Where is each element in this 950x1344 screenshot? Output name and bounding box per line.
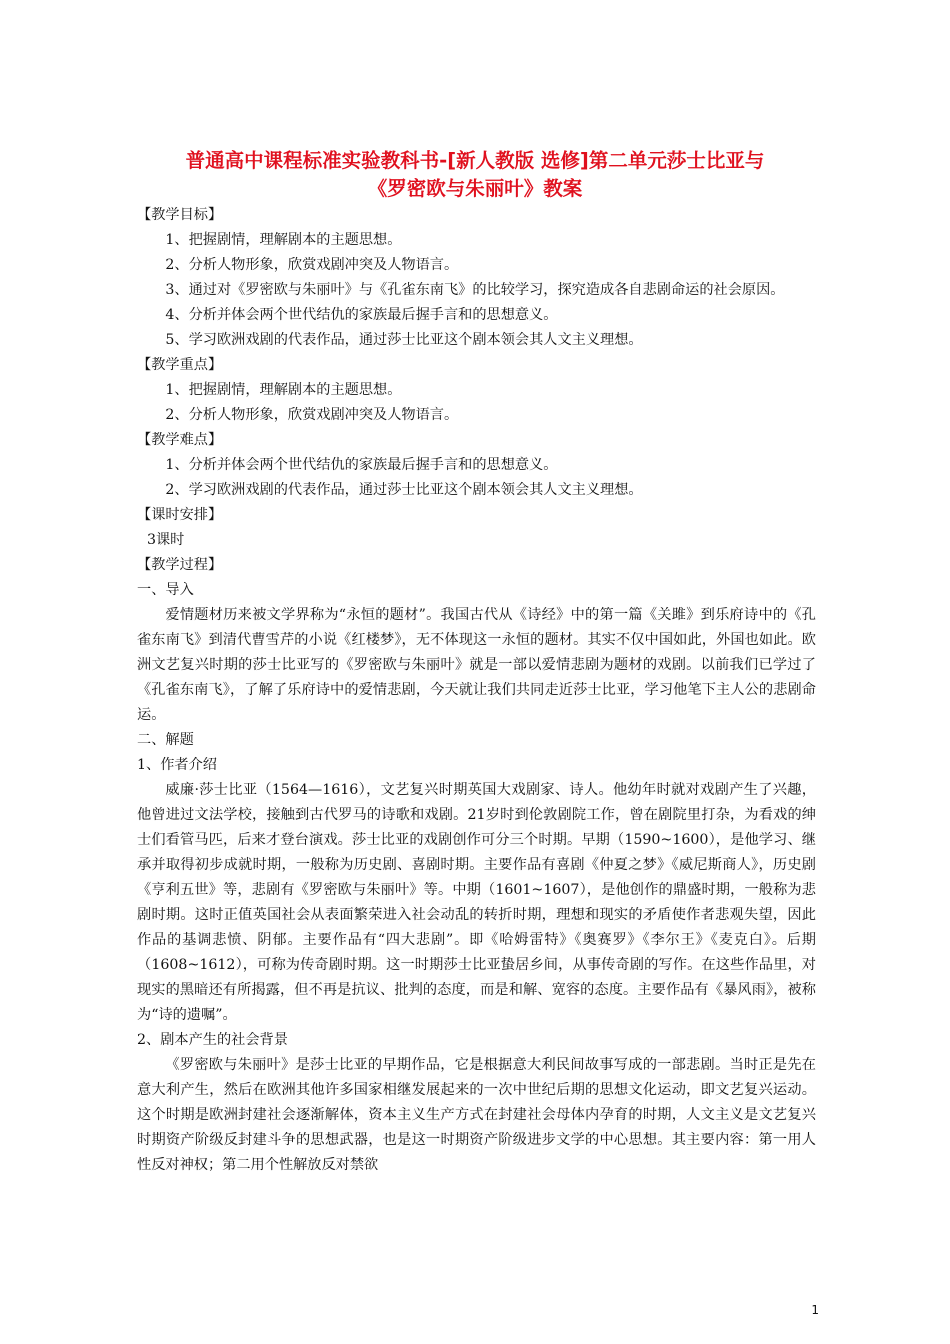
page-number: 1 bbox=[811, 1303, 819, 1317]
key-points-heading: 【教学重点】 bbox=[137, 357, 223, 373]
process-heading: 【教学过程】 bbox=[137, 557, 223, 573]
difficulties-heading: 【教学难点】 bbox=[137, 432, 223, 448]
schedule-value: 3课时 bbox=[146, 532, 185, 548]
intro-paragraph: 爱情题材历来被文学界称为“永恒的题材”。我国古代从《诗经》中的第一篇《关雎》到乐府诗中的《孔雀东南飞》到清代曹雪芹的小说《红楼梦》，无不体现这一永恒的题材。其实不仅中国如此，外国也如此。欧洲文艺复兴时期的莎士比亚写的《罗密欧与朱丽叶》就是一部以爱情悲剧为题材的戏剧。以前我们已学过了《孔雀东南飞》，了解了乐府诗中的爱情悲剧，今天就让我们共同走近莎士比亚，学习他笔下主人公的悲剧命运。 bbox=[137, 607, 816, 723]
objective-item-1: 1、把握剧情，理解剧本的主题思想。 bbox=[165, 232, 402, 248]
objective-item-2: 2、分析人物形象，欣赏戏剧冲突及人物语言。 bbox=[165, 257, 459, 273]
objective-item-5: 5、学习欧洲戏剧的代表作品，通过莎士比亚这个剧本领会其人文主义理想。 bbox=[165, 332, 643, 348]
document-title bbox=[120, 147, 830, 203]
document-body bbox=[137, 203, 816, 1178]
intro-heading: 一、导入 bbox=[137, 582, 194, 598]
schedule-heading: 【课时安排】 bbox=[137, 507, 223, 523]
difficulty-item-1: 1、分析并体会两个世代结仇的家族最后握手言和的思想意义。 bbox=[165, 457, 558, 473]
background-heading: 2、剧本产生的社会背景 bbox=[137, 1032, 288, 1048]
objective-item-3: 3、通过对《罗密欧与朱丽叶》与《孔雀东南飞》的比较学习，探究造成各自悲剧命运的社会原因。 bbox=[165, 282, 785, 298]
background-paragraph: 《罗密欧与朱丽叶》是莎士比亚的早期作品，它是根据意大利民间故事写成的一部悲剧。当时正是先在意大利产生，然后在欧洲其他许多国家相继发展起来的一次中世纪后期的思想文化运动，即文艺复兴运动。这个时期是欧洲封建社会逐渐解体，资本主义生产方式在封建社会母体内孕育的时期，人文主义是文艺复兴时期资产阶级反封建斗争的思想武器，也是这一时期资产阶级进步文学的中心思想。其主要内容：第一用人性反对神权；第二用个性解放反对禁欲 bbox=[137, 1057, 816, 1173]
title-line-2: 《罗密欧与朱丽叶》教案 bbox=[367, 177, 583, 200]
objective-item-4: 4、分析并体会两个世代结仇的家族最后握手言和的思想意义。 bbox=[165, 307, 558, 323]
difficulty-item-2: 2、学习欧洲戏剧的代表作品，通过莎士比亚这个剧本领会其人文主义理想。 bbox=[165, 482, 643, 498]
author-heading: 1、作者介绍 bbox=[137, 757, 217, 773]
title-line-1: 普通高中课程标准实验教科书-[新人教版 选修]第二单元莎士比亚与 bbox=[185, 149, 765, 172]
analysis-heading: 二、解题 bbox=[137, 732, 194, 748]
objectives-heading: 【教学目标】 bbox=[137, 207, 223, 223]
author-paragraph: 威廉·莎士比亚（1564—1616），文艺复兴时期英国大戏剧家、诗人。他幼年时就对戏剧产生了兴趣，他曾进过文法学校，接触到古代罗马的诗歌和戏剧。21岁时到伦敦剧院工作，曾在剧院里打杂，为看戏的绅士们看管马匹，后来才登台演戏。莎士比亚的戏剧创作可分三个时期。早期（1590~1600），是他学习、继承并取得初步成就时期，一般称为历史剧、喜剧时期。主要作品有喜剧《仲夏之梦》《威尼斯商人》，历史剧《亨利五世》等，悲剧有《罗密欧与朱丽叶》等。中期（1601~1607），是他创作的鼎盛时期，一般称为悲剧时期。这时正值英国社会从表面繁荣进入社会动乱的转折时期，理想和现实的矛盾使作者悲观失望，因此作品的基调悲愤、阴郁。主要作品有“四大悲剧”。即《哈姆雷特》《奥赛罗》《李尔王》《麦克白》。后期（1608~1612），可称为传奇剧时期。这一时期莎士比亚蛰居乡间，从事传奇剧的写作。在这些作品里，对现实的黑暗还有所揭露，但不再是抗议、批判的态度，而是和解、宽容的态度。主要作品有《暴风雨》，被称为“诗的遗嘱”。 bbox=[137, 782, 816, 1023]
key-point-item-1: 1、把握剧情，理解剧本的主题思想。 bbox=[165, 382, 402, 398]
key-point-item-2: 2、分析人物形象，欣赏戏剧冲突及人物语言。 bbox=[165, 407, 459, 423]
